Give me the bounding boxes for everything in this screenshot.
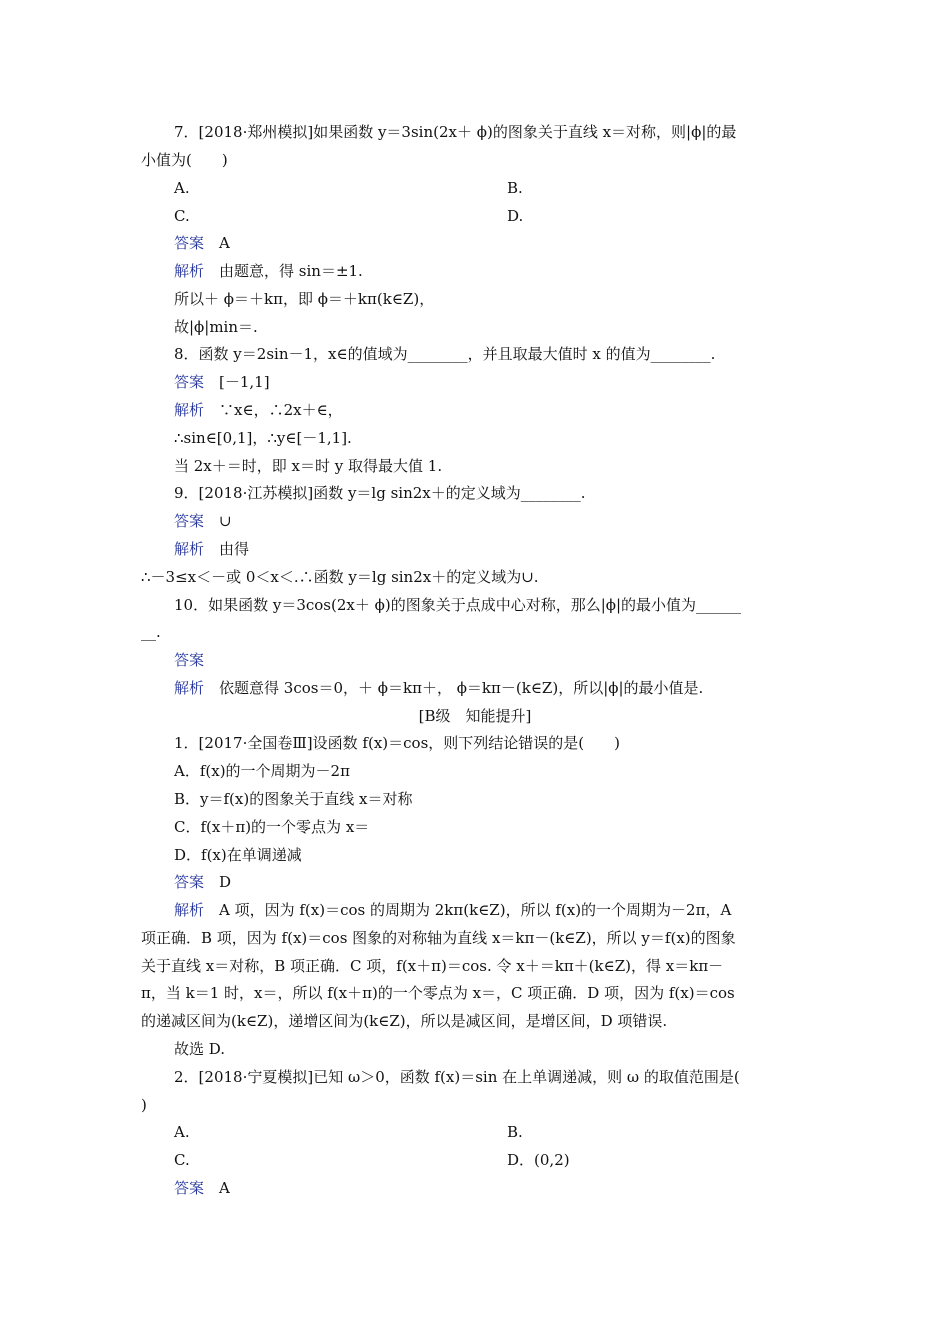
b2-option-a: A.: [174, 1123, 190, 1141]
analysis-label: 解析: [174, 679, 205, 697]
answer-text: A: [204, 1179, 230, 1197]
answer-label: 答案: [174, 234, 205, 252]
analysis-text: 由题意，得 sin＝±1.: [204, 262, 363, 280]
answer-label: 答案: [174, 651, 205, 669]
q8-analysis-line: 当 2x＋＝时，即 x＝时 y 取得最大值 1.: [174, 457, 443, 475]
q7-option-c: C.: [174, 207, 190, 225]
answer-text: ∪: [204, 512, 232, 530]
answer-label: 答案: [174, 512, 205, 530]
b1-option-d: D．f(x)在单调递减: [174, 846, 302, 864]
analysis-text: 由得: [204, 540, 250, 558]
q8-stem: 8．函数 y＝2sin－1，x∈的值域为________，并且取最大值时 x 的值为________.: [174, 345, 716, 363]
q7-analysis-line: 故|ϕ|min＝.: [174, 318, 258, 336]
q7-answer: [174, 233, 230, 253]
b2-option-b: B.: [507, 1123, 523, 1141]
b2-stem: 2．[2018·宁夏模拟]已知 ω＞0，函数 f(x)＝sin 在上单调递减，则 ω 的取值范围是(: [174, 1068, 740, 1086]
b1-analysis: [174, 900, 731, 920]
b2-option-c: C.: [174, 1151, 190, 1169]
answer-text: [－1,1]: [204, 373, 270, 391]
analysis-text: A 项，因为 f(x)＝cos 的周期为 2kπ(k∈Z)，所以 f(x)的一个周期为－2π，A: [204, 901, 732, 919]
answer-label: 答案: [174, 873, 205, 891]
q10-stem: 10．如果函数 y＝3cos(2x＋ ϕ)的图象关于点成中心对称，那么|ϕ|的最小值为______: [174, 596, 742, 614]
answer-label: 答案: [174, 1179, 205, 1197]
analysis-label: 解析: [174, 901, 205, 919]
b1-analysis-line: π，当 k＝1 时，x＝，所以 f(x＋π)的一个零点为 x＝，C 项正确．D 项，因为 f(x)＝cos: [141, 984, 735, 1002]
b1-analysis-line: 项正确．B 项，因为 f(x)＝cos 图象的对称轴为直线 x＝kπ－(k∈Z)，所以 y＝f(x)的图象: [141, 929, 736, 947]
b1-option-b: B．y＝f(x)的图象关于直线 x＝对称: [174, 790, 413, 808]
q7-option-b: B.: [507, 179, 523, 197]
q7-stem: 7．[2018·郑州模拟]如果函数 y＝3sin(2x＋ ϕ)的图象关于直线 x＝对称，则|ϕ|的最: [174, 123, 737, 141]
answer-label: 答案: [174, 373, 205, 391]
analysis-label: 解析: [174, 540, 205, 558]
q7-option-d: D.: [507, 207, 524, 225]
b2-option-d: D．(0,2): [507, 1151, 570, 1169]
q7-analysis-line: 所以＋ ϕ＝＋kπ，即 ϕ＝＋kπ(k∈Z)，: [174, 290, 435, 308]
q10-answer: [174, 650, 204, 670]
q7-option-a: A.: [174, 179, 190, 197]
q7-analysis: [174, 261, 363, 281]
section-heading: [B级 知能提升]: [418, 707, 532, 725]
analysis-label: 解析: [174, 401, 205, 419]
b1-conclusion: 故选 D.: [174, 1040, 226, 1058]
b1-analysis-line: 的递减区间为(k∈Z)，递增区间为(k∈Z)，所以是减区间，是增区间，D 项错误.: [141, 1012, 668, 1030]
q9-analysis: [174, 539, 249, 559]
answer-text: A: [204, 234, 230, 252]
q9-answer: [174, 511, 232, 531]
q10-stem-cont: __.: [141, 623, 161, 641]
b1-answer: [174, 872, 231, 892]
b2-answer: [174, 1178, 230, 1198]
q7-stem-cont: 小值为( ): [141, 151, 228, 169]
q8-analysis: [174, 400, 343, 420]
analysis-text: 依题意得 3cos＝0，＋ ϕ＝kπ＋， ϕ＝kπ－(k∈Z)，所以|ϕ|的最小值是.: [204, 679, 704, 697]
b1-analysis-line: 关于直线 x＝对称，B 项正确．C 项，f(x＋π)＝cos. 令 x＋＝kπ＋(k∈Z)，得 x＝kπ－: [141, 957, 724, 975]
q9-analysis-line: ∴－3≤x＜－或 0＜x＜.∴函数 y＝lg sin2x＋的定义域为∪.: [141, 568, 539, 586]
b2-stem-cont: ): [141, 1096, 147, 1114]
q9-stem: 9．[2018·江苏模拟]函数 y＝lg sin2x＋的定义域为________.: [174, 484, 586, 502]
analysis-text: ∵x∈，∴2x＋∈，: [204, 401, 343, 419]
b1-option-c: C．f(x＋π)的一个零点为 x＝: [174, 818, 370, 836]
q8-answer: [174, 372, 270, 392]
q10-analysis: [174, 678, 703, 698]
q8-analysis-line: ∴sin∈[0,1]，∴y∈[－1,1].: [174, 429, 352, 447]
b1-option-a: A．f(x)的一个周期为－2π: [174, 762, 350, 780]
b1-stem: 1．[2017·全国卷Ⅲ]设函数 f(x)＝cos，则下列结论错误的是( ): [174, 734, 620, 752]
analysis-label: 解析: [174, 262, 205, 280]
answer-text: D: [204, 873, 232, 891]
